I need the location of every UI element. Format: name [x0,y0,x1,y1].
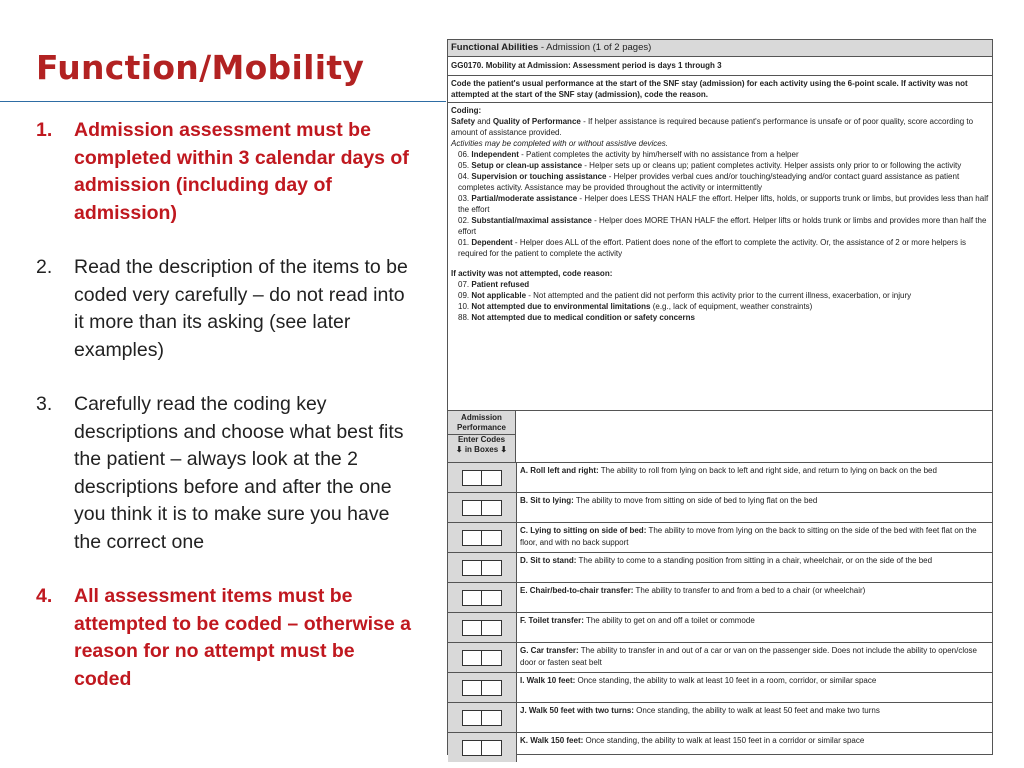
table-row [448,642,992,672]
table-row [448,702,992,732]
not-attempted-label: If activity was not attempted, code reason: [451,269,613,278]
table-row [448,522,992,552]
table-row [448,582,992,612]
code-entry-boxes[interactable] [448,583,517,612]
code-box[interactable] [462,620,482,636]
code-entry-boxes[interactable] [448,673,517,702]
code-box[interactable] [462,740,482,756]
list-text: Carefully read the coding key descriptions and choose what best fits the patient – always look at the 2 descriptions before and after the one you think it is to make sure you have the correct one [74,393,404,553]
code-entry-boxes[interactable] [448,493,517,522]
col-head-line: ⬇ in Boxes ⬇ [455,445,508,454]
code-box[interactable] [462,680,482,696]
title-divider [0,101,446,102]
form-header [448,40,992,57]
col-head-line: Performance [448,423,515,435]
list-item [36,254,412,364]
activity-description: C. Lying to sitting on side of bed: The ability to move from lying on the back to sitting on the side of the bed with feet flat on the floor, and with no back support [520,526,977,547]
code-box[interactable] [462,500,482,516]
code-entry-boxes[interactable] [448,523,517,552]
reason-item: 09. Not applicable - Not attempted and the patient did not perform this activity prior to the current illness, exacerbation, or injury [458,291,912,300]
code-box[interactable] [482,710,502,726]
coding-lead-safety: Safety [451,117,476,126]
activity-description: A. Roll left and right: The ability to roll from lying on back to left and right side, and return to lying on back on the bed [520,466,937,475]
list-text: Admission assessment must be completed within 3 calendar days of admission (including day of admission) [74,119,409,224]
list-number: 4. [36,585,53,607]
page-title: Function/Mobility [36,48,365,87]
col-head-line: Admission [461,413,502,422]
code-box[interactable] [462,590,482,606]
code-entry-boxes[interactable] [448,553,517,582]
form-header-subtitle: - Admission (1 of 2 pages) [538,42,652,53]
activity-description: G. Car transfer: The ability to transfer in and out of a car or van on the passenger side. Does not include the ability to open/close door or fasten seat belt [520,646,978,667]
activity-description: D. Sit to stand: The ability to come to a standing position from sitting in a chair, wheelchair, or on the side of the bed [520,556,933,565]
reason-item: 88. Not attempted due to medical condition or safety concerns [458,313,695,322]
list-text: Read the description of the items to be coded very carefully – do not read into it more than its asking (see later examples) [74,256,408,361]
code-box[interactable] [482,560,502,576]
codes-header-area [448,410,992,463]
scale-item: 02. Substantial/maximal assistance - Helper does MORE THAN HALF the effort. Helper lifts or holds trunk or limbs and provides more than half the effort [458,216,987,236]
activity-description: J. Walk 50 feet with two turns: Once standing, the ability to walk at least 50 feet and make two turns [520,706,880,715]
code-box[interactable] [462,710,482,726]
list-text: All assessment items must be attempted to be coded – otherwise a reason for no attempt must be coded [74,585,411,690]
code-box[interactable] [462,470,482,486]
table-row [448,552,992,582]
code-box[interactable] [482,500,502,516]
table-row [448,492,992,522]
activity-description: F. Toilet transfer: The ability to get on and off a toilet or commode [520,616,755,625]
activity-description: E. Chair/bed-to-chair transfer: The ability to transfer to and from a bed to a chair (or wheelchair) [520,586,866,595]
code-box[interactable] [462,560,482,576]
code-box[interactable] [482,650,502,666]
coding-note: Activities may be completed with or without assistive devices. [451,139,668,148]
list-item [36,583,412,693]
code-box[interactable] [462,530,482,546]
scale-item: 01. Dependent - Helper does ALL of the effort. Patient does none of the effort to complete the activity. Or, the assistance of 2 or more helpers is required for the patient to complete the activity [458,238,966,258]
functional-abilities-form [447,39,993,755]
form-intro: Code the patient's usual performance at the start of the SNF stay (admission) for each activity using the 6-point scale. If activity was not attempted at the start of the SNF stay (admission), code the reason. [448,76,992,103]
scale-item: 04. Supervision or touching assistance - Helper provides verbal cues and/or touching/steadying and/or contact guard assistance as patient completes activity. Assistance may be provided throughout the activity or intermittently [458,172,960,192]
table-row [448,462,992,492]
coding-lead-and: and [475,117,493,126]
coding-lead-text: - If helper assistance is required because patient's performance is unsafe or of poor quality, score according to amount of assistance provided. [451,117,974,137]
code-entry-boxes[interactable] [448,463,517,492]
code-box[interactable] [482,470,502,486]
code-box[interactable] [482,740,502,756]
code-box[interactable] [462,650,482,666]
activity-description: K. Walk 150 feet: Once standing, the ability to walk at least 150 feet in a corridor or similar space [520,736,865,745]
scale-item: 03. Partial/moderate assistance - Helper does LESS THAN HALF the effort. Helper lifts, holds, or supports trunk or limbs, but provides less than half the effort [458,194,989,214]
code-box[interactable] [482,620,502,636]
coding-lead-quality: Quality of Performance [492,117,581,126]
form-header-title: Functional Abilities [451,42,539,53]
list-number: 1. [36,119,53,141]
list-number: 2. [36,256,53,278]
scale-item: 06. Independent - Patient completes the activity by him/herself with no assistance from a helper [458,150,799,159]
activity-description: B. Sit to lying: The ability to move from sitting on side of bed to lying flat on the bed [520,496,818,505]
instruction-list [36,117,412,720]
table-row [448,732,992,762]
list-item [36,391,412,556]
activity-description: I. Walk 10 feet: Once standing, the ability to walk at least 10 feet in a room, corridor, or similar space [520,676,877,685]
code-box[interactable] [482,680,502,696]
list-item [36,117,412,227]
col-head-line: Enter Codes [457,435,506,444]
form-section-title: GG0170. Mobility at Admission: Assessment period is days 1 through 3 [448,57,992,76]
table-row [448,612,992,642]
code-entry-boxes[interactable] [448,613,517,642]
reason-item: 07. Patient refused [458,280,530,289]
arrow-down-icon: ⬇ [500,445,508,454]
reason-item: 10. Not attempted due to environmental limitations (e.g., lack of equipment, weather constraints) [458,302,813,311]
coding-label: Coding: [451,106,482,115]
scale-item: 05. Setup or clean-up assistance - Helper sets up or cleans up; patient completes activity. Helper assists only prior to or following the activity [458,161,962,170]
code-entry-boxes[interactable] [448,703,517,732]
code-entry-boxes[interactable] [448,643,517,672]
code-entry-boxes[interactable] [448,733,517,762]
code-box[interactable] [482,590,502,606]
list-number: 3. [36,393,53,415]
arrow-down-icon: ⬇ [455,445,463,454]
activity-rows [448,462,992,762]
table-row [448,672,992,702]
code-box[interactable] [482,530,502,546]
coding-block [448,103,992,325]
admission-performance-header [448,411,516,463]
